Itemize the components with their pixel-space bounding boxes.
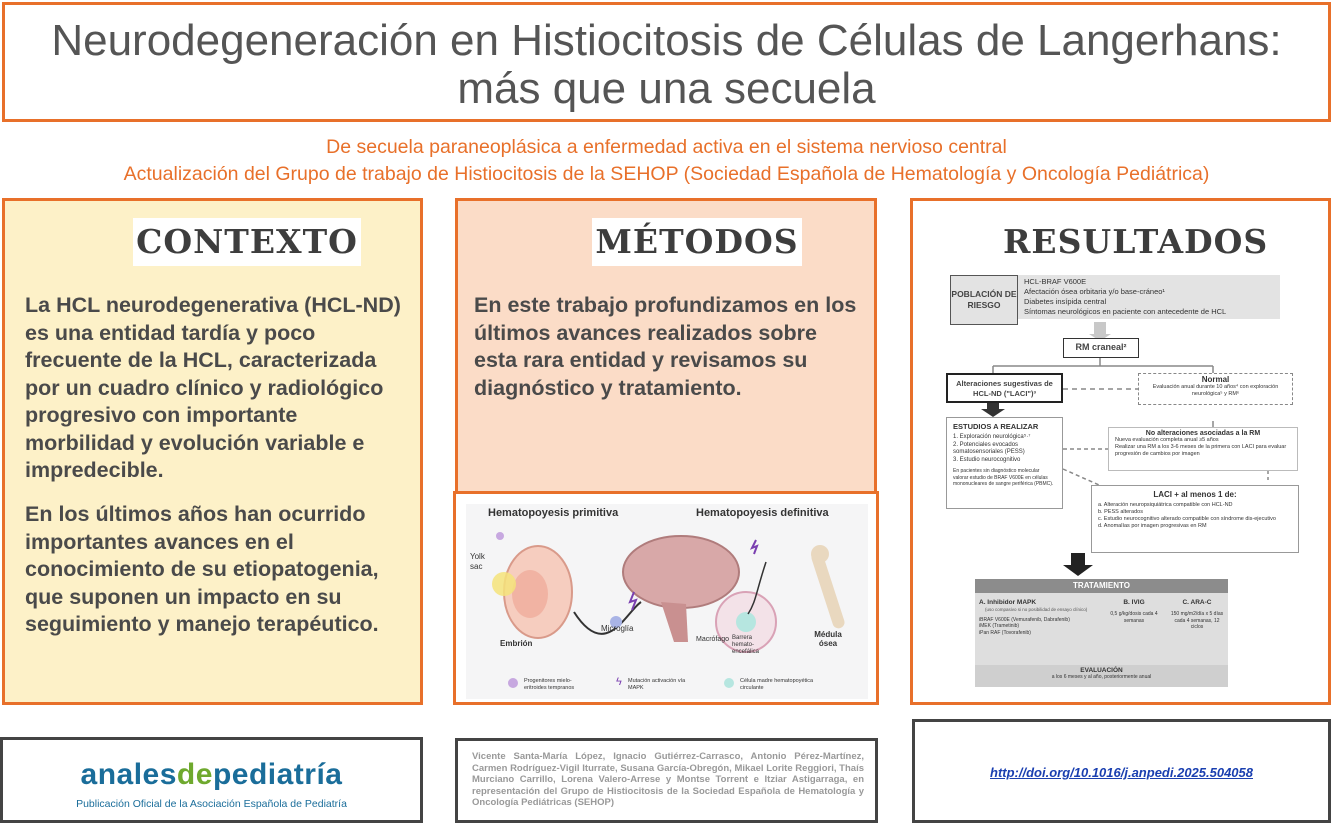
title-box — [2, 2, 1331, 122]
rm-craneal-box: RM craneal² — [1063, 338, 1139, 358]
legend-mutation-icon: ϟ — [616, 676, 622, 688]
no-alteraciones-box — [1108, 427, 1298, 471]
evaluacion-box — [975, 665, 1228, 687]
col-a-sub: (uso compasivo si no posibilidad de ensayo clínico) — [985, 607, 1088, 612]
metodos-paragraph: En este trabajo profundizamos en los últimos avances realizados sobre esta rara entidad y revisamos su diagnóstico y tratamiento. — [474, 293, 857, 400]
poblacion-riesgo-box: POBLACIÓN DE RIESGO — [950, 275, 1018, 325]
tratamiento-col-a — [979, 599, 1099, 636]
logo-part-3: pediatría — [212, 758, 343, 791]
journal-logo-box — [0, 737, 423, 823]
col-c-title: C. ARA-C — [1182, 599, 1212, 606]
figure-title-primitiva: Hematopoyesis primitiva — [488, 507, 619, 519]
no-alteraciones-item: Realizar una RM a los 3-6 meses de la primera con LACI para evaluar progresión de cambios por imagen — [1115, 444, 1287, 457]
progenitor-cell — [496, 532, 504, 540]
arrow-down-1 — [1094, 322, 1106, 334]
laci-item: c. Estudio neurocognitivo alterado compatible con síndrome dis-ejecutivo — [1098, 516, 1276, 522]
riesgo-list-box — [1018, 275, 1280, 319]
legend-stem-cell-icon — [724, 678, 734, 688]
authors-text: Vicente Santa-María López, Ignacio Gutiérrez-Carrasco, Antonio Pérez-Martínez, Carmen Rodríguez-Vigil Iturrate, Susana García-Obregón, Mikael Lorite Reggiori, Thaís Murciano Carrillo, Lorena Valero-Arrese y Montse Torrent e Itziar Astigarraga, en representación del Grupo de Histiocitosis de la Sociedad Española de Hematología y Oncología Pediátricas (SEHOP) — [472, 751, 864, 808]
mutation-bolt-2 — [752, 540, 757, 554]
legend-mutation: Mutación activación vía MAPK — [628, 678, 686, 691]
col-a-item: iPan RAF (Tovorafenib) — [979, 629, 1031, 636]
alteraciones-box: Alteraciones sugestivas de HCL-ND ("LACI")³ — [946, 373, 1063, 403]
col-a-item: iBRAF V600E (Vemurafenib, Dabrafenib) — [979, 616, 1070, 623]
riesgo-item: Diabetes insípida central — [1024, 297, 1107, 306]
page-title-line1: Neurodegeneración en Histiocitosis de Células de Langerhans: — [51, 16, 1282, 65]
hematopoyesis-illustration — [466, 522, 870, 672]
doi-box — [912, 719, 1331, 823]
col-b-title: B. IVIG — [1123, 599, 1145, 606]
label-macrofago: Macrófago — [696, 636, 730, 643]
evaluacion-text: a los 6 meses y al año, posteriormente anual — [1051, 674, 1152, 680]
no-alteraciones-title: No alteraciones asociadas a la RM — [1145, 430, 1261, 437]
riesgo-item: Síntomas neurológicos en paciente con antecedente de HCL — [1024, 307, 1227, 316]
brainstem-shape — [661, 602, 688, 642]
bone-shape — [810, 550, 846, 630]
normal-box — [1138, 373, 1293, 405]
col-a-item: iMEK (Trametinib) — [979, 623, 1020, 629]
label-medula: Médula ósea — [814, 630, 842, 648]
laci-item: a. Alteración neuropsiquiátrica compatible con HCL-ND — [1098, 502, 1233, 508]
label-yolk-sac: Yolk sac — [470, 552, 485, 571]
laci-item: d. Anomalías por imagen progresivas en RM — [1098, 523, 1207, 529]
metodos-heading: MÉTODOS — [592, 218, 802, 266]
estudios-item: 1. Exploración neurológica⁵·⁷ — [953, 434, 1031, 440]
normal-title: Normal — [1201, 375, 1230, 384]
resultados-heading: RESULTADOS — [1003, 218, 1243, 266]
estudios-title: ESTUDIOS A REALIZAR — [953, 422, 1039, 431]
riesgo-item: HCL-BRAF V600E — [1024, 277, 1087, 286]
estudios-item: 3. Estudio neurocognitivo — [953, 456, 1021, 463]
col-a-title: A. Inhibidor MAPK — [979, 599, 1037, 606]
subtitle-line2: Actualización del Grupo de trabajo de Histiocitosis de la SEHOP (Sociedad Española de Hematología y Oncología Pediátrica) — [123, 163, 1210, 185]
label-barrera: Barrera hemato-encefálica — [732, 635, 760, 655]
laci-title: LACI + al menos 1 de: — [1153, 490, 1237, 499]
logo-part-1: anales — [80, 758, 177, 791]
hematopoyesis-figure — [453, 491, 879, 705]
label-embrion: Embrión — [500, 639, 533, 648]
doi-link[interactable]: http://doi.org/10.1016/j.anpedi.2025.504058 — [990, 765, 1253, 780]
tratamiento-col-b — [1105, 599, 1163, 624]
laci-box — [1091, 485, 1299, 553]
tratamiento-box — [975, 579, 1228, 687]
contexto-paragraph-1: La HCL neurodegenerativa (HCL-ND) es una entidad tardía y poco frecuente de la HCL, caracterizada por un cuadro clínico y radiológico progresivo con importante morbilidad y evolución variable e impredecible. — [25, 293, 401, 482]
tratamiento-title: TRATAMIENTO — [975, 579, 1228, 593]
journal-subtitle: Publicación Oficial de la Asociación Española de Pediatría — [76, 798, 347, 810]
estudios-box — [946, 417, 1063, 509]
page-title-line2: más que una secuela — [457, 64, 876, 113]
subtitle-line1: De secuela paraneoplásica a enfermedad activa en el sistema nervioso central — [326, 136, 1007, 158]
legend-progenitor-icon — [508, 678, 518, 688]
journal-logo — [3, 758, 420, 792]
legend-progenitor: Progenitores mielo-eritroides tempranos — [524, 678, 575, 691]
riesgo-item: Afectación ósea orbitaria y/o base-cráneo¹ — [1024, 287, 1165, 296]
macrophage-cell — [736, 612, 756, 632]
embryo-inner — [512, 570, 548, 618]
estudios-item: 2. Potenciales evocados somatosensoriales (PESS) — [953, 441, 1025, 455]
contexto-heading: CONTEXTO — [133, 218, 361, 266]
laci-item: b. PESS alterados — [1098, 509, 1143, 515]
logo-part-2: de — [176, 758, 213, 791]
contexto-panel — [2, 198, 423, 705]
resultados-panel — [910, 198, 1331, 705]
brain-shape — [623, 536, 739, 608]
tratamiento-col-c — [1169, 599, 1225, 631]
estudios-note: En pacientes sin diagnóstico molecular valorar estudio de BRAF V600E en células mononucleares de sangre periférica (PBMC). — [953, 468, 1054, 487]
col-c-text: 150 mg/m2/día x 5 días cada 4 semanas, 12 ciclos — [1170, 611, 1224, 630]
bone-head — [811, 545, 829, 563]
col-b-text: 0,5 g/kg/dosis cada 4 semanas — [1110, 611, 1158, 624]
figure-title-definitiva: Hematopoyesis definitiva — [696, 507, 829, 519]
yolk-sac — [492, 572, 516, 596]
label-microglia: Microglía — [601, 624, 634, 633]
no-alteraciones-item: Nueva evaluación completa anual ≥5 años — [1115, 437, 1219, 443]
normal-text: Evaluación anual durante 10 años⁴ con exploración neurológica⁵ y RM⁶ — [1152, 384, 1279, 397]
evaluacion-title: EVALUACIÓN — [1080, 667, 1123, 674]
authors-box — [455, 738, 878, 823]
contexto-paragraph-2: En los últimos años han ocurrido importantes avances en el conocimiento de su etiopatogenia, que suponen un impacto en su seguimiento y manejo terapéutico. — [25, 502, 379, 636]
metodos-panel — [455, 198, 877, 494]
legend-stem-cell: Célula madre hematopoyética circulante — [740, 678, 814, 691]
